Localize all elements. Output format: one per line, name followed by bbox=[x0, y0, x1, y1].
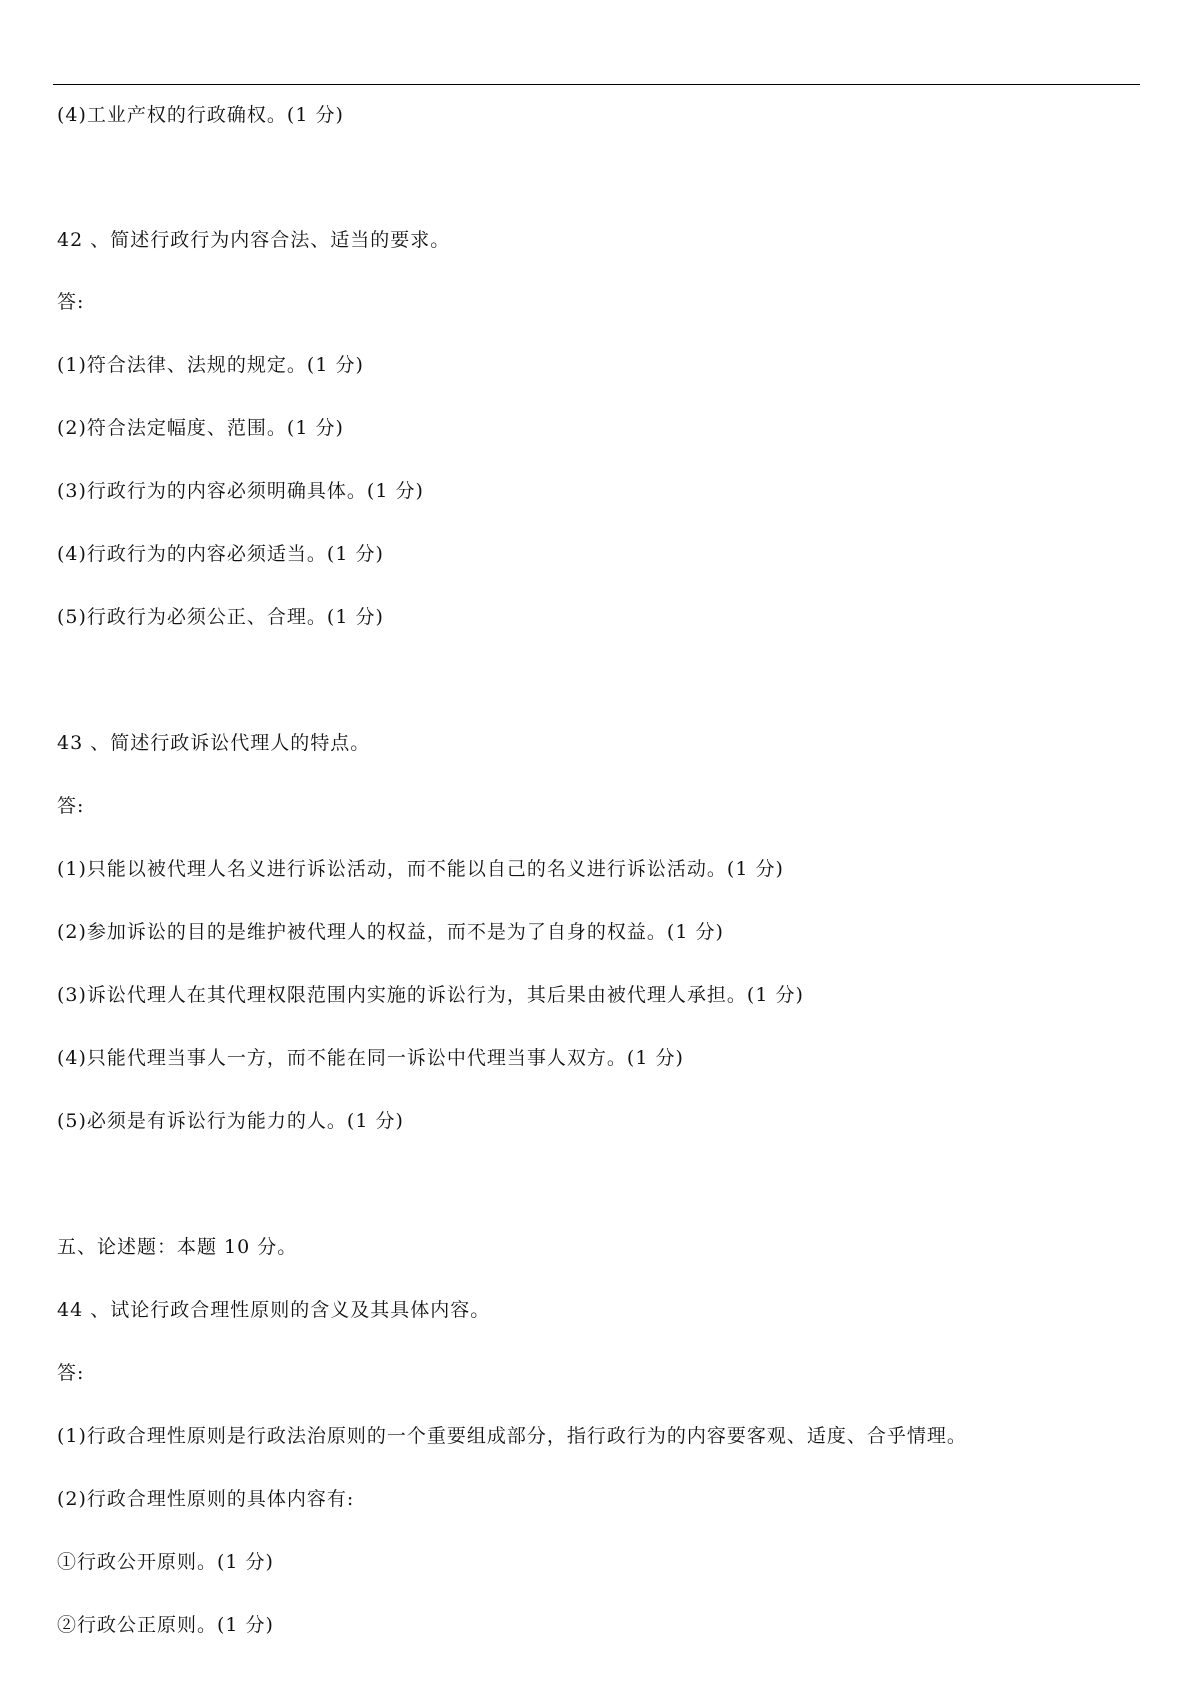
header-rule bbox=[53, 84, 1140, 85]
answer-label-42: 答: bbox=[57, 291, 85, 313]
answer-43-item-3: (3)诉讼代理人在其代理权限范围内实施的诉讼行为，其后果由被代理人承担。(1 分) bbox=[57, 984, 804, 1006]
answer-44-subitem-2: ②行政公正原则。(1 分) bbox=[57, 1614, 274, 1636]
answer-42-item-4: (4)行政行为的内容必须适当。(1 分) bbox=[57, 543, 384, 565]
answer-item-industrial-property: (4)工业产权的行政确权。(1 分) bbox=[57, 104, 344, 126]
question-43: 43 、简述行政诉讼代理人的特点。 bbox=[57, 732, 371, 754]
section-heading-essay: 五、论述题：本题 10 分。 bbox=[57, 1236, 298, 1258]
answer-42-item-2: (2)符合法定幅度、范围。(1 分) bbox=[57, 417, 344, 439]
answer-42-item-1: (1)符合法律、法规的规定。(1 分) bbox=[57, 354, 364, 376]
answer-44-item-1: (1)行政合理性原则是行政法治原则的一个重要组成部分，指行政行为的内容要客观、适度、合乎情理。 bbox=[57, 1425, 967, 1447]
answer-label-43: 答: bbox=[57, 795, 85, 817]
answer-42-item-5: (5)行政行为必须公正、合理。(1 分) bbox=[57, 606, 384, 628]
answer-43-item-5: (5)必须是有诉讼行为能力的人。(1 分) bbox=[57, 1110, 404, 1132]
answer-43-item-2: (2)参加诉讼的目的是维护被代理人的权益，而不是为了自身的权益。(1 分) bbox=[57, 921, 724, 943]
question-44: 44 、试论行政合理性原则的含义及其具体内容。 bbox=[57, 1299, 491, 1321]
answer-42-item-3: (3)行政行为的内容必须明确具体。(1 分) bbox=[57, 480, 424, 502]
answer-43-item-4: (4)只能代理当事人一方，而不能在同一诉讼中代理当事人双方。(1 分) bbox=[57, 1047, 684, 1069]
question-42: 42 、简述行政行为内容合法、适当的要求。 bbox=[57, 229, 451, 251]
answer-44-subitem-1: ①行政公开原则。(1 分) bbox=[57, 1551, 274, 1573]
answer-43-item-1: (1)只能以被代理人名义进行诉讼活动，而不能以自己的名义进行诉讼活动。(1 分) bbox=[57, 858, 784, 880]
answer-44-item-2: (2)行政合理性原则的具体内容有: bbox=[57, 1488, 355, 1510]
answer-label-44: 答: bbox=[57, 1362, 85, 1384]
